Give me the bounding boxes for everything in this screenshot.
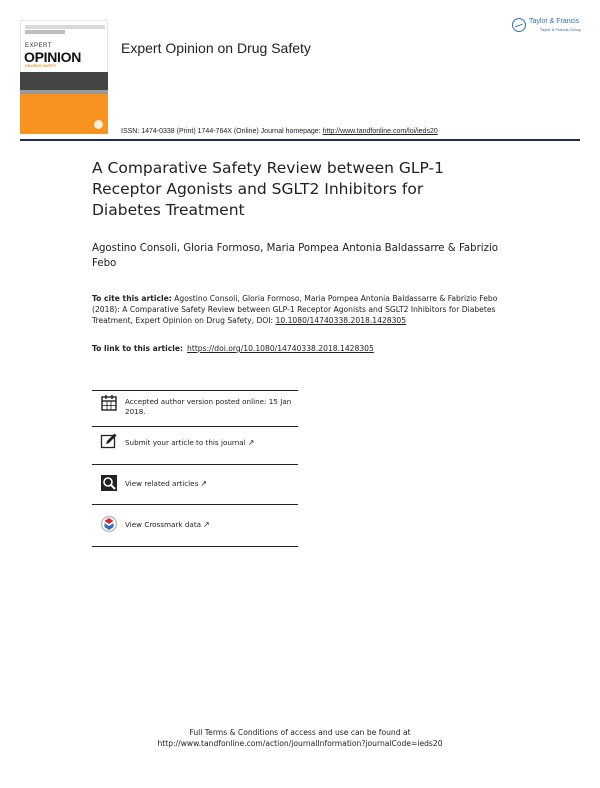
crossmark-row[interactable] [92,504,298,546]
article-url-link[interactable]: https://doi.org/10.1080/14740338.2018.1428305 [187,344,374,353]
submit-row[interactable] [92,426,298,464]
doi-link[interactable]: 10.1080/14740338.2018.1428305 [275,316,407,325]
rows-bottom-rule [92,546,298,547]
cover-top [20,20,108,72]
publisher-logo [512,16,582,38]
search-icon [100,474,118,492]
submit-text[interactable] [125,438,297,448]
crossmark-text[interactable] [125,520,297,530]
cover-band [20,72,108,90]
journal-title[interactable]: Expert Opinion on Drug Safety [121,40,311,56]
footer-terms: Full Terms & Conditions of access and use can be found at [189,728,411,737]
footer [0,727,600,749]
external-link-icon: ↗ [200,479,208,488]
external-link-icon: ↗ [203,520,210,529]
publisher-logo-icon [512,18,526,32]
crossmark-icon [100,515,118,533]
calendar-icon [100,394,118,412]
related-text[interactable] [125,479,297,489]
cover-strip [25,25,105,29]
cover-badge [94,120,103,129]
related-row[interactable] [92,464,298,504]
cover-strip [25,30,65,34]
cover-label-big: OPINION [24,49,82,65]
related-label[interactable]: View related articles [125,479,199,488]
journal-cover [20,20,108,134]
article-link-line [92,344,512,353]
issn-line [121,128,438,135]
issn-text: ISSN: 1474-0338 (Print) 1744-764X (Online) Journal homepage: [121,128,323,135]
cover-label-small: EXPERT [25,43,52,49]
header-rule [20,139,580,141]
external-link-icon: ↗ [247,438,255,447]
cover-subtitle: ON DRUG SAFETY [25,64,57,68]
citation-block [92,293,512,326]
edit-icon [100,432,118,450]
cite-label: To cite this article: [92,294,172,303]
submit-label[interactable]: Submit your article to this journal [125,438,246,447]
crossmark-label[interactable]: View Crossmark data [125,520,202,529]
cite-text: Agostino Consoli, Gloria Formoso, Maria Pompea Antonia Baldassarre & Fabrizio Febo (2018): A Comparative Safety Review between GLP-1 Receptor Agonists and SGLT2 Inhibitors for Diabetes Treatment, Expert Opinion on Drug Safety, DOI: [92,294,498,325]
publisher-logo-subtext: Taylor & Francis Group [540,27,581,32]
article-authors: Agostino Consoli, Gloria Formoso, Maria Pompea Antonia Baldassarre & Fabrizio Febo [92,243,499,269]
accepted-text: Accepted author version posted online: 15 Jan 2018. [125,397,292,416]
journal-homepage-link[interactable]: http://www.tandfonline.com/loi/ieds20 [322,128,438,135]
footer-terms-url[interactable]: http://www.tandfonline.com/action/journalInformation?journalCode=ieds20 [157,739,443,748]
article-title: A Comparative Safety Review between GLP-1 Receptor Agonists and SGLT2 Inhibitors for Diabetes Treatment [92,159,444,219]
link-label: To link to this article: [92,344,184,353]
publisher-logo-text: Taylor & Francis [529,18,580,25]
accepted-row [92,390,298,426]
